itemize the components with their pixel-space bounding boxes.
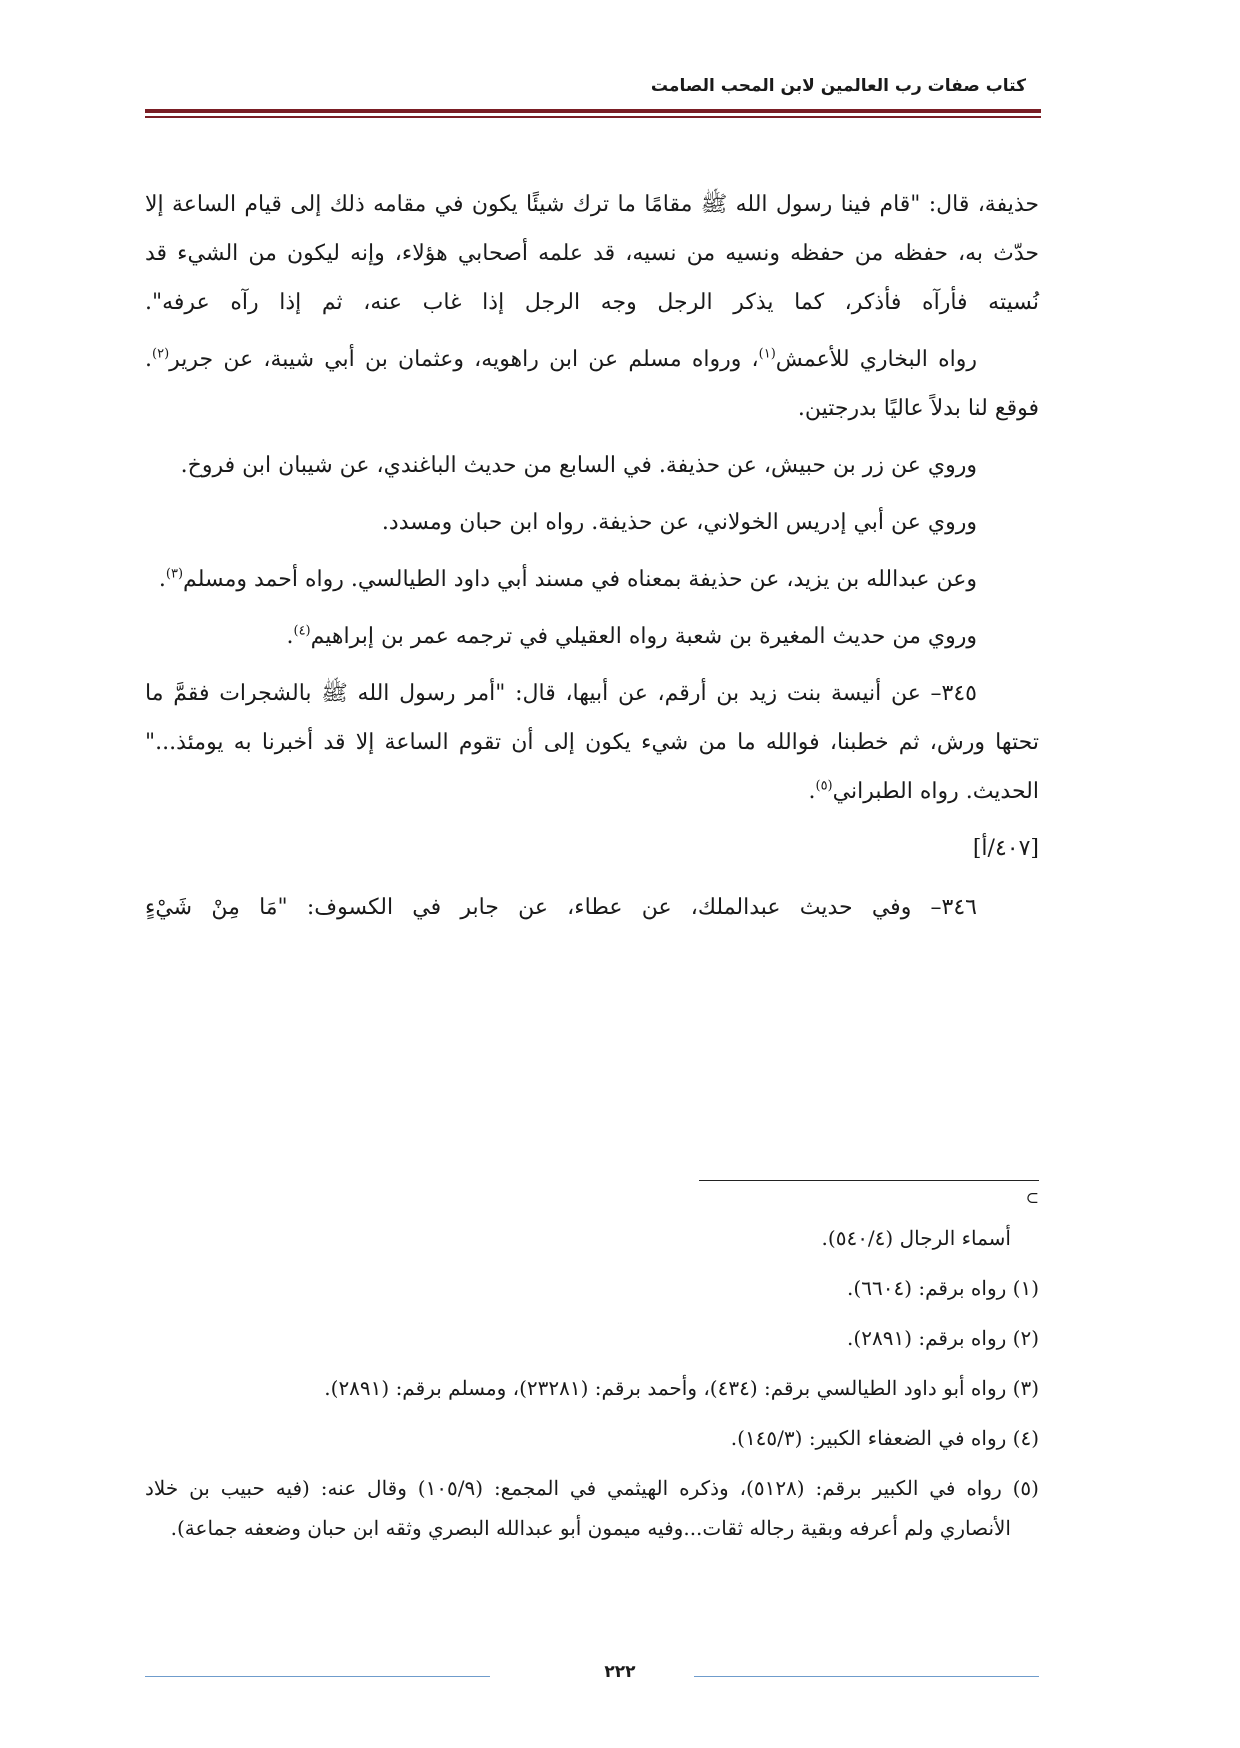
manuscript-folio-marker: [٤٠٧/أ] (972, 836, 1039, 861)
footnote-ref-1[interactable]: (١) (758, 346, 776, 362)
paragraph-text: ، ورواه مسلم عن ابن راهويه، وعثمان بن أبي شيبة، عن جرير (169, 347, 759, 372)
paragraph-text: وعن عبدالله بن يزيد، عن حذيفة بمعناه في مسند أبي داود الطيالسي. رواه أحمد ومسلم (183, 567, 977, 592)
paragraph-bukhari (145, 335, 1039, 433)
paragraph-text: وروي من حديث المغيرة بن شعبة رواه العقيلي في ترجمه عمر بن إبراهيم (310, 624, 977, 649)
main-text (145, 180, 1039, 940)
running-header: كتاب صفات رب العالمين لابن المحب الصامت (650, 76, 1026, 96)
footnote-continued: أسماء الرجال (٥٤٠/٤). (821, 1226, 1011, 1250)
header-rule-thick (145, 109, 1041, 113)
footnote-3: (٣) رواه أبو داود الطيالسي برقم: (٤٣٤)، وأحمد برقم: (٢٣٢٨١)، ومسلم برقم: (٢٨٩١). (324, 1376, 1039, 1400)
paragraph-hadith-text: حذيفة، قال: "قام فينا رسول الله ﷺ مقامًا ما ترك شيئًا يكون في مقامه ذلك إلى قيام الساعة إلا حدّث به، حفظه من حفظه ونسيه من نسيه، قد علمه أصحابي هؤلاء، وإنه ليكون من الشيء قد نُسيته فأرآه فأذكر، كما يذكر الرجل وجه الرجل إذا غاب عنه، ثم إذا رآه عرفه". (145, 192, 1039, 315)
paragraph-text: . (286, 624, 294, 649)
footer-rule-left (145, 1676, 490, 1677)
header-rule-thin (145, 116, 1041, 118)
paragraph-abdullah-yazid (145, 555, 1039, 604)
page-number: ٢٢٢ (604, 1662, 636, 1682)
paragraph-zirr: وروي عن زر بن حبيش، عن حذيفة. في السابع من حديث الباغندي، عن شيبان ابن فروخ. (180, 453, 977, 478)
paragraph-abu-idris: وروي عن أبي إدريس الخولاني، عن حذيفة. رواه ابن حبان ومسدد. (381, 510, 977, 535)
footnote-ref-3[interactable]: (٣) (165, 566, 184, 582)
continuation-mark: ⊃ (1025, 1188, 1039, 1207)
footer-rule-right (694, 1676, 1039, 1677)
paragraph-mughira (145, 612, 1039, 661)
paragraph-text: . فوقع لنا بدلاً عاليًا بدرجتين. (145, 347, 1039, 421)
footnotes (145, 1218, 1039, 1558)
footnote-ref-5[interactable]: (٥) (815, 778, 833, 794)
footnote-5: (٥) رواه في الكبير برقم: (٥١٢٨)، وذكره الهيثمي في المجمع: (١٠٥/٩) وقال عنه: (فيه حبيب بن خلاد الأنصاري ولم أعرفه وبقية رجاله ثقات...وفيه ميمون أبو عبدالله البصري وثقه ابن حبان وضعفه جماعة). (145, 1476, 1039, 1540)
footnote-1: (١) رواه برقم: (٦٦٠٤). (847, 1276, 1039, 1300)
footnote-ref-2[interactable]: (٢) (152, 346, 170, 362)
paragraph-text: ٣٤٥– عن أنيسة بنت زيد بن أرقم، عن أبيها، قال: "أمر رسول الله ﷺ بالشجرات فقمَّ ما تحتها ورش، ثم خطبنا، فوالله ما من شيء يكون إلى أن تقوم الساعة إلا قد أخبرنا به يومئذ..." الحديث. رواه الطبراني (145, 681, 1039, 804)
paragraph-text: رواه البخاري للأعمش (775, 347, 977, 372)
paragraph-text: . (808, 779, 816, 804)
footnote-2: (٢) رواه برقم: (٢٨٩١). (847, 1326, 1039, 1350)
paragraph-hadith-346: ٣٤٦– وفي حديث عبدالملك، عن عطاء، عن جابر في الكسوف: "مَا مِنْ شَيْءٍ (145, 895, 977, 920)
paragraph-hadith-345 (145, 669, 1039, 816)
footnote-4: (٤) رواه في الضعفاء الكبير: (١٤٥/٣). (730, 1426, 1039, 1450)
footnote-separator (699, 1180, 1039, 1181)
paragraph-text: . (158, 567, 166, 592)
footnote-ref-4[interactable]: (٤) (293, 623, 311, 639)
